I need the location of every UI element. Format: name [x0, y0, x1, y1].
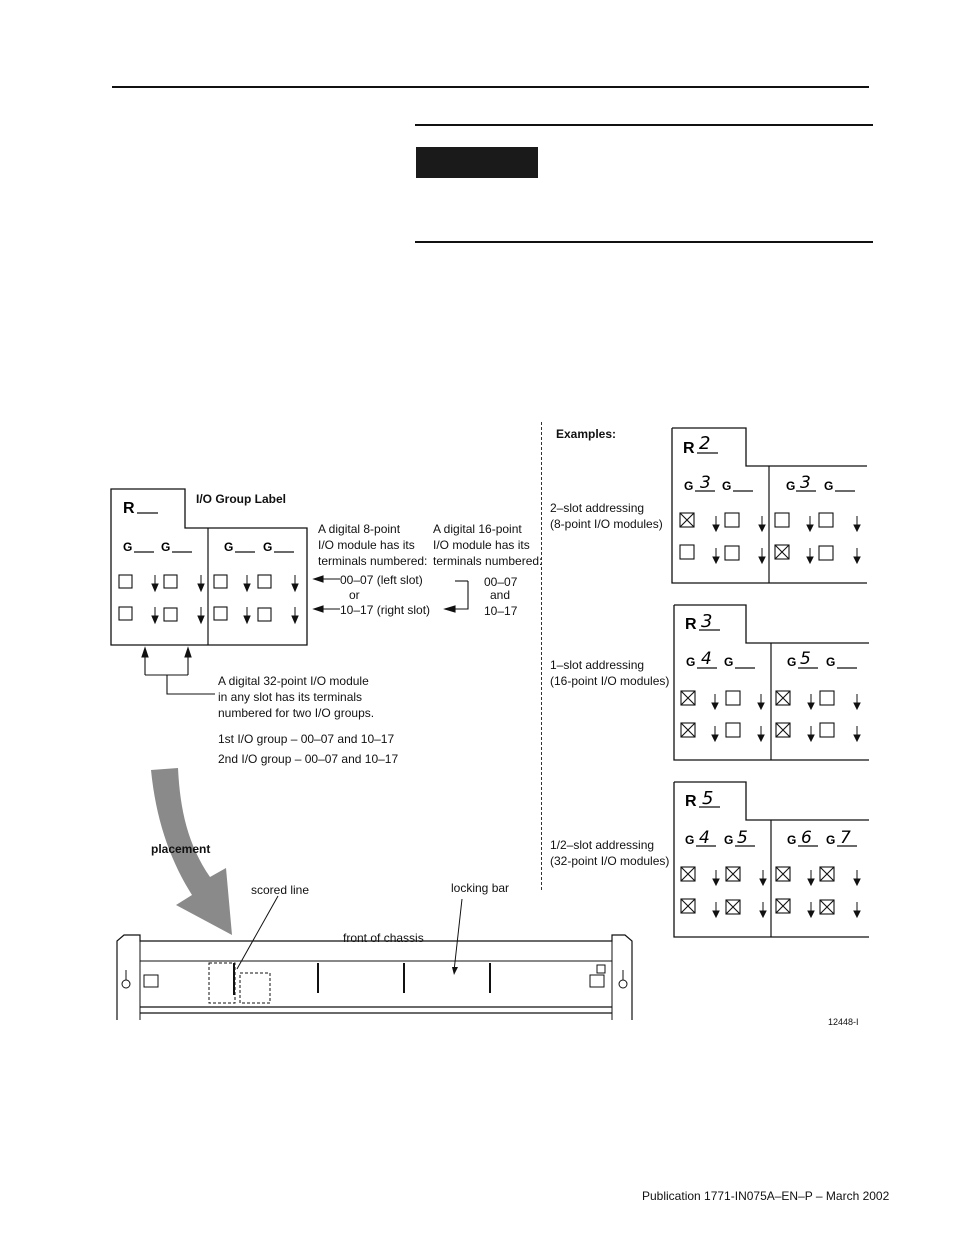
example1-label — [668, 425, 872, 587]
and-text: and — [490, 588, 511, 602]
example3-group-number: 4 — [699, 828, 710, 848]
example3-group-number: 6 — [801, 828, 812, 848]
top-rule — [112, 86, 869, 88]
divider-dashed — [541, 422, 542, 890]
example2-group-prefix: G — [826, 655, 836, 669]
example1-caption: 2–slot addressing (8-point I/O modules) — [550, 501, 663, 531]
example1-group-number: 3 — [700, 473, 711, 493]
example2-group-prefix: G — [724, 655, 734, 669]
example3-group-number: 7 — [840, 828, 851, 848]
example3-group-prefix: G — [826, 833, 836, 847]
example2-group-number: 4 — [701, 649, 712, 669]
or-text: or — [349, 588, 360, 602]
pointer-arrows — [310, 568, 475, 623]
example2-label — [670, 602, 872, 764]
notice-bottom-rule — [415, 241, 873, 243]
example2-group-prefix: G — [787, 655, 797, 669]
group2-range: 2nd I/O group – 00–07 and 10–17 — [218, 752, 399, 766]
left-slot-range: 00–07 (left slot) — [340, 573, 423, 587]
page-footer: Publication 1771-IN075A–EN–P – March 2002 — [642, 1189, 890, 1203]
scored-line-label: scored line — [251, 883, 310, 897]
right-slot-range: 10–17 (right slot) — [340, 603, 431, 617]
example3-group-prefix: G — [685, 833, 695, 847]
example2-group-number: 5 — [800, 649, 811, 669]
label-group: G — [263, 540, 273, 554]
example3-caption: 1/2–slot addressing (32-point I/O modules) — [550, 838, 670, 868]
label-rack: R — [123, 500, 135, 517]
example2-rack-number: 3 — [701, 611, 713, 632]
figure-number: 12448-I — [828, 1017, 859, 1027]
example1-group-prefix: G — [684, 479, 694, 493]
example1-group-prefix: G — [786, 479, 796, 493]
example1-group-prefix: G — [722, 479, 732, 493]
example3-group-prefix: G — [724, 833, 734, 847]
example2-rack-prefix: R — [685, 616, 697, 633]
example1-group-prefix: G — [824, 479, 834, 493]
notice-label-box — [416, 147, 538, 178]
chassis-drawing — [112, 895, 637, 1023]
locking-bar-label: locking bar — [451, 881, 510, 895]
example1-rack-prefix: R — [683, 440, 695, 457]
example3-group-number: 5 — [737, 828, 748, 848]
example3-rack-prefix: R — [685, 793, 697, 810]
note-32-point: A digital 32-point I/O module in any slot has its terminals numbered for two I/O groups. — [218, 674, 375, 720]
notice-top-rule — [415, 124, 873, 126]
example2-group-prefix: G — [686, 655, 696, 669]
range-b: 10–17 — [484, 604, 518, 618]
example1-rack-number: 2 — [699, 433, 711, 454]
example3-rack-number: 5 — [702, 788, 714, 809]
example2-caption: 1–slot addressing (16-point I/O modules) — [550, 658, 670, 688]
note-16-point: A digital 16-point I/O module has its terminals numbered: — [433, 522, 543, 568]
io-group-label-diagram — [105, 485, 320, 650]
examples-title: Examples: — [556, 427, 617, 441]
example3-label — [670, 779, 872, 941]
group1-range: 1st I/O group – 00–07 and 10–17 — [218, 732, 395, 746]
io-group-label-title: I/O Group Label — [196, 492, 287, 506]
note-8-point: A digital 8-point I/O module has its terminals numbered: — [318, 522, 428, 568]
label-group: G — [161, 540, 171, 554]
label-group: G — [224, 540, 234, 554]
label-group: G — [123, 540, 133, 554]
connector-32pt — [135, 645, 215, 700]
example1-group-number: 3 — [800, 473, 811, 493]
range-a: 00–07 — [484, 575, 518, 589]
placement-label: placement — [151, 842, 211, 856]
front-of-chassis-label: front of chassis — [340, 930, 427, 946]
example3-group-prefix: G — [787, 833, 797, 847]
